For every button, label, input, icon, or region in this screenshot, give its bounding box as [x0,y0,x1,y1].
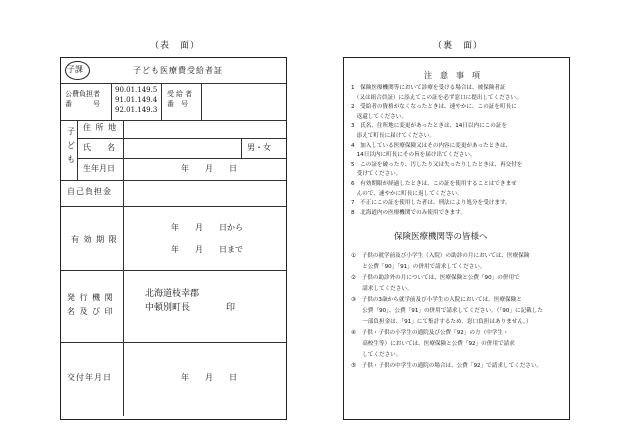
note-line: 添えて町長に届けてください。 [351,133,435,139]
guide-line: 公費「90」、公費「91」の併用で請求してください。（「90」に記載した [351,308,543,314]
guide-line: ② 子供の助診外の月については、医療保険と公費「90」の併用で [351,275,520,281]
divider [77,120,78,180]
birth-label: 生年月日 [83,164,115,173]
issuer-value: 北海道枝幸郡 [145,289,200,299]
divider [61,120,286,121]
note-line: 1 保険医療機関等において診療を受ける場合は、被保険者証 [351,85,506,91]
note-line: んので、速やかに町長に返してください。 [351,190,463,197]
validity-label: 有 効 期 限 [71,235,118,244]
divider [77,138,286,139]
address-label: 住 所 地 [83,123,118,132]
issue-date-label: 交付年月日 [67,373,112,382]
issuer-label: 発 行 機 関 [67,293,114,302]
note-line: 6 有効期限が経過したときは、この証を使用することはできませ [351,181,517,187]
note-line: 2 受給者の資格がなくなったときは、速やかに、この証を町長に [351,104,517,111]
note-line: 14日以内に町長にその旨を届け出てください。 [351,152,476,159]
card-title: 子ども医療費受給者証 [133,66,223,75]
note-line: 5 この証を破ったり、汚したり又は失ったりしたときは、再交付を [351,161,523,168]
child-label: 子 [67,127,75,136]
note-line: （又は組合員証）に添えてこの証を必ず窓口に提出してください。 [351,94,522,101]
note-line: 7 不正にこの証を使用した者は、刑法により処分を受けます。 [351,200,511,207]
divider [61,270,286,271]
insurer-number: 90.01.149.5 [115,86,158,94]
copay-label: 自己負担金 [67,187,112,196]
note-line: 4 加入している医療保険又はその内容に変更があったときは、 [351,142,512,149]
recipient-label: 受給者 [167,90,194,98]
note-line: 返還してください。 [351,113,407,120]
recipient-label-2: 番 号 [167,100,188,108]
validity-to: 年 月 日まで [171,245,243,254]
child-label: も [67,155,75,164]
child-label: ど [67,141,75,150]
divider [61,342,286,343]
divider [77,158,286,159]
guide-line: 一部負担金は、「91」にて集計するため、窓口負担はありません。） [351,319,532,325]
gender-value: 男・女 [247,143,271,152]
card-front [60,57,287,420]
divider [161,83,162,120]
note-line: 8 北海道内の医療機関でのみ使用できます。 [351,209,466,216]
divider [123,120,124,416]
guide-line: ① 子供の就学前及び小学生（入院）の助診の月においては、医療保険 [351,253,530,259]
issuer-value-2: 中頓別町長 印 [145,303,236,313]
guide-line: してください。 [351,352,402,358]
note-line: 受けてください。 [351,171,402,178]
divider [61,206,286,207]
guide-line: 請求してください。 [351,286,413,292]
guide-title: 保険医療機関等の皆様へ [394,232,488,242]
insurer-label-2: 番 号 [65,100,100,108]
birth-value: 年 月 日 [181,164,237,173]
divider [111,83,112,120]
insurer-label: 公費負担者 [65,90,100,98]
guide-line: 高校生等）においては、医療保険と公費「92」の併用で請求 [351,341,515,347]
issue-date-value: 年 月 日 [181,373,237,382]
divider [61,83,286,84]
divider [61,180,286,181]
notes-title: 注 意 事 項 [424,71,480,80]
validity-from: 年 月 日から [171,223,243,232]
divider [201,83,202,120]
front-caption: （表 面） [150,41,201,51]
guide-line: ③ 子供の3歳から就学前及び小学生の入院においては、医療保険と [351,297,522,303]
note-line: 3 氏名、住所地に変更があったときは、14日以内にこの証を [351,123,508,130]
issuer-label-2: 名 及 び 印 [67,307,114,316]
guide-line: ④ 子供・子供の小学生の通院及び公費「92」の方（中学生・ [351,330,509,336]
name-label: 氏 名 [83,143,115,152]
back-caption: （裏 面） [433,41,484,51]
card-back [343,57,570,420]
badge-label: 子課 [67,65,83,74]
insurer-number: 91.01.149.4 [115,96,158,104]
divider [241,138,242,158]
guide-line: と公費「90」「91」の併用で請求してください。 [351,264,486,270]
guide-line: ⑤ 子供・子供の中学生の通院の場合は、公費「92」で請求してください。 [351,363,543,369]
insurer-number: 92.01.149.3 [115,106,158,114]
